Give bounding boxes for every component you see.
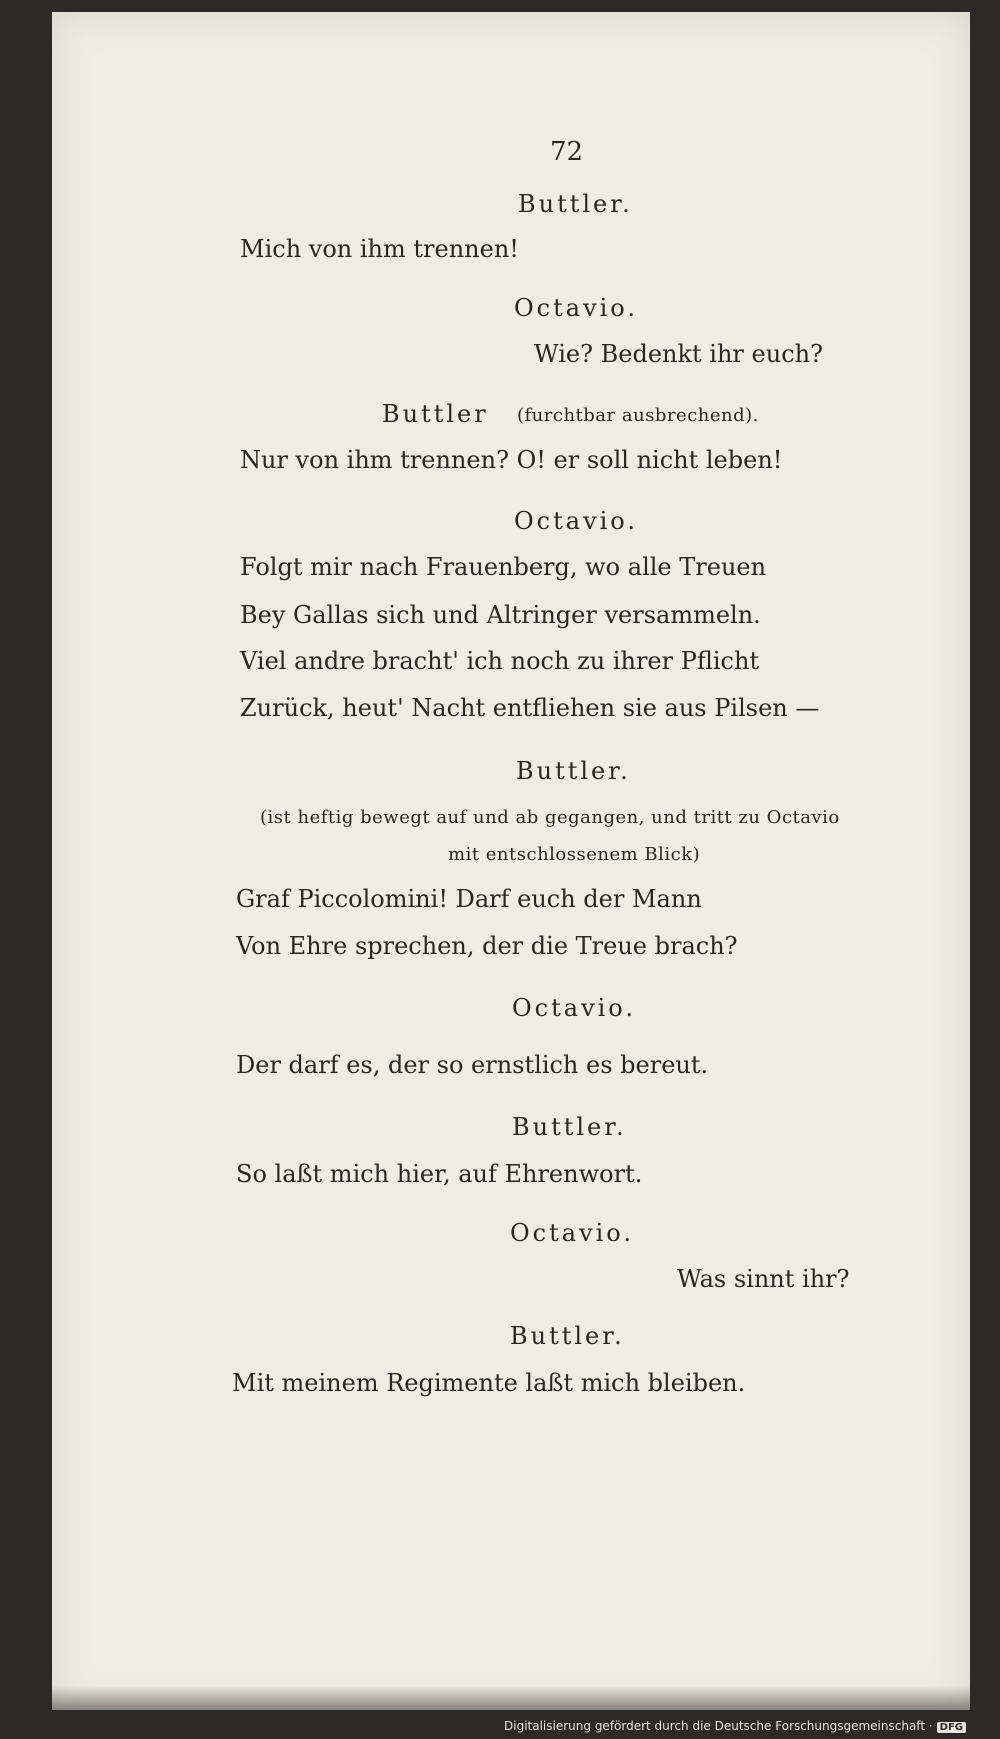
- speaker-name: Buttler: [382, 400, 489, 428]
- verse-line: Zurück, heut' Nacht entfliehen sie aus Pilsen —: [240, 694, 820, 722]
- credit-text: Digitalisierung gefördert durch die Deutsche Forschungsgemeinschaft ·: [504, 1719, 933, 1733]
- speaker-name: Octavio.: [510, 1219, 634, 1247]
- verse-line: Viel andre bracht' ich noch zu ihrer Pflicht: [240, 647, 760, 675]
- stage-direction: mit entschlossenem Blick): [448, 844, 701, 865]
- book-page: [52, 12, 970, 1710]
- speaker-name: Buttler.: [518, 190, 633, 218]
- stage-direction: (ist heftig bewegt auf und ab gegangen, und tritt zu Octavio: [260, 807, 840, 828]
- verse-line: Bey Gallas sich und Altringer versammeln.: [240, 601, 761, 629]
- page-number: 72: [550, 137, 584, 167]
- stage-direction: (furchtbar ausbrechend).: [517, 405, 759, 426]
- speaker-name: Octavio.: [514, 507, 638, 535]
- speaker-name: Octavio.: [514, 294, 638, 322]
- verse-line: Was sinnt ihr?: [677, 1265, 850, 1293]
- verse-line: Der darf es, der so ernstlich es bereut.: [236, 1051, 709, 1079]
- verse-line: Wie? Bedenkt ihr euch?: [534, 340, 823, 368]
- verse-line: Mich von ihm trennen!: [240, 235, 519, 263]
- verse-line: Graf Piccolomini! Darf euch der Mann: [236, 885, 702, 913]
- speaker-name: Buttler.: [510, 1322, 625, 1350]
- verse-line: Mit meinem Regimente laßt mich bleiben.: [232, 1369, 746, 1397]
- verse-line: Von Ehre sprechen, der die Treue brach?: [236, 932, 738, 960]
- speaker-name: Buttler.: [512, 1113, 627, 1141]
- dfg-logo: DFG: [937, 1722, 966, 1733]
- verse-line: So laßt mich hier, auf Ehrenwort.: [236, 1160, 643, 1188]
- verse-line: Folgt mir nach Frauenberg, wo alle Treuen: [240, 553, 767, 581]
- speaker-name: Buttler.: [516, 757, 631, 785]
- verse-line: Nur von ihm trennen? O! er soll nicht leben!: [240, 446, 783, 474]
- speaker-name: Octavio.: [512, 994, 636, 1022]
- digitization-credit: [504, 1719, 966, 1733]
